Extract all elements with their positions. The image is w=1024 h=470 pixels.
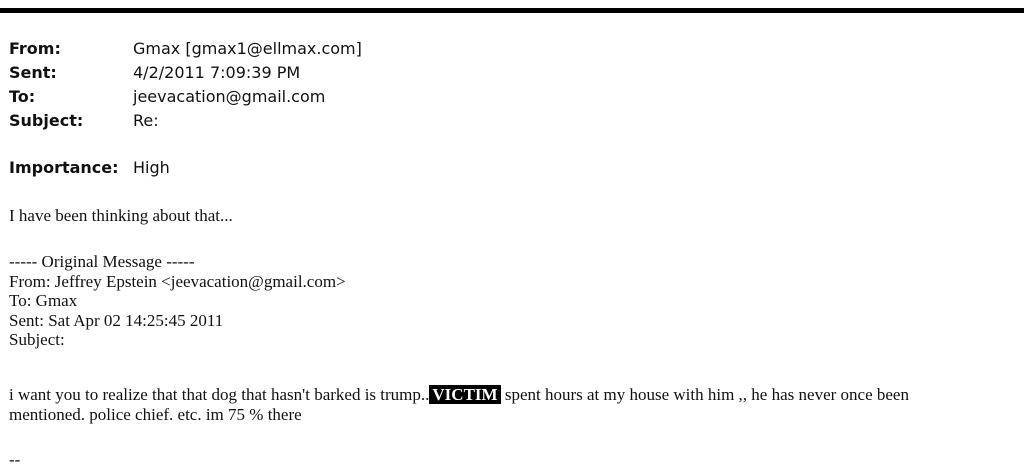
original-subject: Subject: xyxy=(9,330,65,349)
original-from: From: Jeffrey Epstein <jeevacation@gmail.com> xyxy=(9,271,346,291)
from-row xyxy=(9,37,362,61)
top-rule xyxy=(0,8,1024,13)
subject-value: Re: xyxy=(133,111,159,130)
to-value: jeevacation@gmail.com xyxy=(133,87,326,106)
redaction-box: VICTIM xyxy=(429,385,500,404)
sent-value: 4/2/2011 7:09:39 PM xyxy=(133,63,301,82)
sent-label: Sent: xyxy=(9,63,57,82)
body-line-2: mentioned. police chief. etc. im 75 % there xyxy=(9,405,302,424)
from-value: Gmax [gmax1@ellmax.com] xyxy=(133,39,362,58)
importance-value: High xyxy=(133,158,170,177)
signature-separator: -- xyxy=(9,450,21,469)
subject-row xyxy=(9,109,362,133)
to-row xyxy=(9,85,362,109)
email-header xyxy=(9,37,362,133)
body-line-1-after: spent hours at my house with him ,, he has never once been xyxy=(500,385,909,404)
importance-label: Importance xyxy=(9,158,113,177)
from-label: From: xyxy=(9,39,61,58)
subject-label: Subject: xyxy=(9,111,84,130)
body-line-1-before: i want you to realize that that dog that hasn't barked is trump.. xyxy=(9,385,430,404)
body-line-1 xyxy=(9,385,1021,405)
message-body xyxy=(9,385,1021,425)
importance-label-cell xyxy=(9,156,133,180)
importance-row xyxy=(9,156,170,180)
original-message xyxy=(9,252,346,350)
original-sent: Sent: Sat Apr 02 14:25:45 2011 xyxy=(9,310,224,330)
original-to: To: Gmax xyxy=(9,291,78,310)
sent-row xyxy=(9,61,362,85)
original-separator: ----- Original Message ----- xyxy=(9,252,195,271)
importance-colon: : xyxy=(112,158,119,177)
to-label: To: xyxy=(9,87,36,106)
reply-text: I have been thinking about that... xyxy=(9,206,233,225)
